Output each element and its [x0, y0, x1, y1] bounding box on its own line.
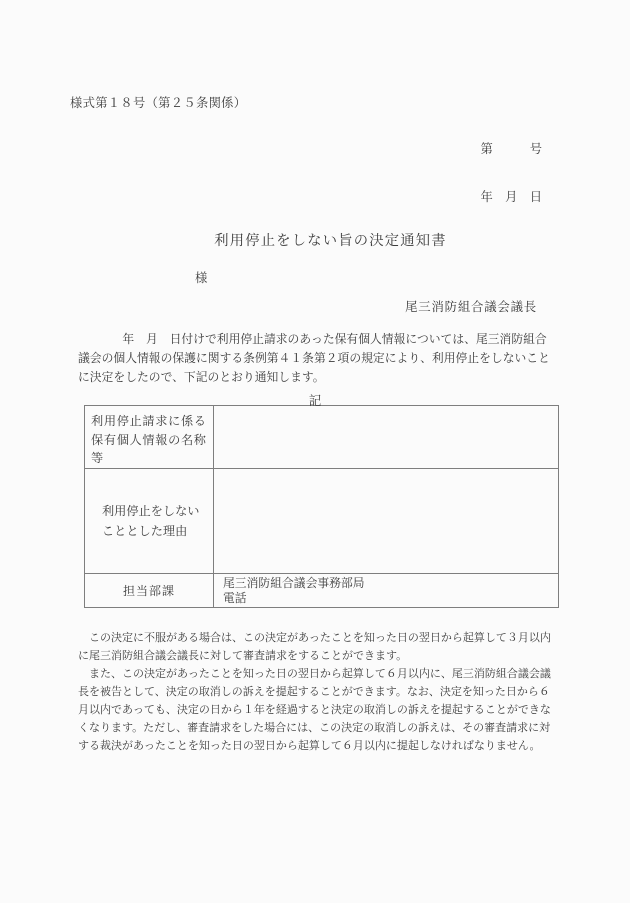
- notice-table: [84, 405, 559, 608]
- notice-mark: 記: [308, 394, 323, 408]
- addressee-line: [78, 271, 553, 285]
- appeal-note-line: また、この決定があったことを知った日の翌日から起算して６月以内に、尾三消防組合議会議: [78, 667, 551, 680]
- sender-line: 尾三消防組合議会議長: [405, 300, 537, 314]
- appeal-note-line: 長を被告として、決定の取消しの訴えを提起することができます。なお、決定を知った日から６: [78, 685, 550, 698]
- appeal-note-line: この決定に不服がある場合は、この決定があったことを知った日の翌日から起算して３月以内: [78, 631, 551, 644]
- reason-label-line-2: こととした理由: [102, 523, 188, 538]
- doc-meta-block: [78, 109, 553, 237]
- body-line-2: 議会の個人情報の保護に関する条例第４１条第２項の規定により、利用停止をしないこと: [78, 351, 550, 365]
- body-paragraph: [78, 330, 553, 387]
- department-phone: 電話: [223, 591, 247, 605]
- table-row-reason: [85, 468, 559, 573]
- appeal-note-line: 月以内であっても、決定の日から１年を経過すると決定の取消しの訴えを提起することができな: [78, 703, 551, 716]
- doc-date: 年 月 日: [480, 190, 542, 204]
- department-label-cell: 担当部課: [85, 573, 214, 607]
- appeal-note-line: に尾三消防組合議会議長に対して審査請求をすることができます。: [78, 649, 408, 662]
- subject-label-cell: 利用停止請求に係る保有個人情報の名称等: [85, 406, 214, 469]
- department-office: 尾三消防組合議会事務部局: [223, 575, 365, 590]
- body-line-3: に決定をしたので、下記のとおり通知します。: [78, 370, 325, 384]
- document-title: 利用停止をしない旨の決定通知書: [214, 233, 447, 249]
- appeal-notes: [78, 629, 553, 755]
- table-row-department: [85, 573, 559, 607]
- body-line-1: 年 月 日付けで利用停止請求のあった保有個人情報については、尾三消防組合: [87, 332, 547, 346]
- table-row-subject: [85, 406, 559, 469]
- addressee-honorific: 様: [195, 271, 208, 285]
- appeal-note-line: する裁決があったことを知った日の翌日から起算して６月以内に提起しなければなりません。: [78, 739, 541, 752]
- reason-label-cell: [85, 468, 214, 573]
- subject-value-cell: [214, 406, 559, 469]
- form-number: 様式第１８号（第２５条関係）: [70, 96, 247, 110]
- reason-value-cell: [214, 468, 559, 573]
- appeal-note-line: くなります。ただし、審査請求をした場合には、この決定の取消しの訴えは、その審査請求に対: [78, 721, 551, 734]
- reason-label-line-1: 利用停止をしない: [102, 503, 200, 518]
- department-value-cell: [214, 573, 559, 607]
- doc-number: 第 号: [480, 142, 542, 156]
